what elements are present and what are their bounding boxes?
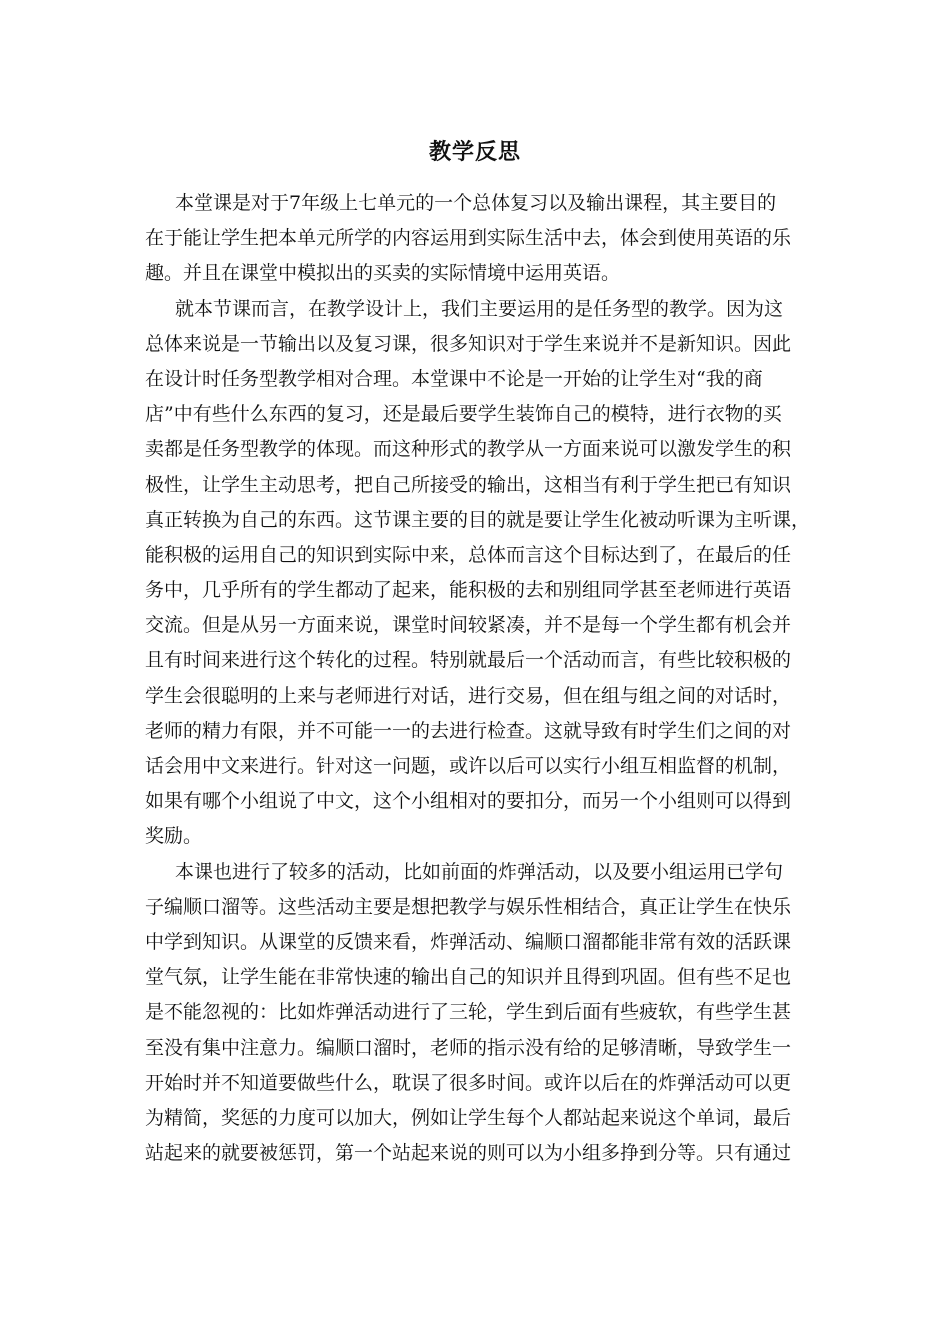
text-line: 卖都是任务型教学的体现。而这种形式的教学从一方面来说可以激发学生的积 [145, 438, 792, 461]
paragraph-1 [145, 186, 805, 292]
text-line: 趣。并且在课堂中模拟出的买卖的实际情境中运用英语。 [145, 262, 621, 285]
text-line: 奖励。 [145, 825, 203, 848]
text-line: 中学到知识。从课堂的反馈来看，炸弹活动、编顺口溜都能非常有效的活跃课 [145, 930, 792, 953]
text-line: 店”中有些什么东西的复习，还是最后要学生装饰自己的模特，进行衣物的买 [145, 403, 782, 426]
text-line: 话会用中文来进行。针对这一问题，或许以后可以实行小组互相监督的机制， [145, 755, 792, 777]
text-line: 真正转换为自己的东西。这节课主要的目的就是要让学生化被动听课为主听课， [145, 508, 811, 531]
text-line: 开始时并不知道要做些什么，耽误了很多时间。或许以后在的炸弹活动可以更 [145, 1071, 792, 1094]
text-line: 站起来的就要被惩罚，第一个站起来说的则可以为小组多挣到分等。只有通过 [145, 1142, 792, 1165]
text-line: 是不能忽视的：比如炸弹活动进行了三轮，学生到后面有些疲软，有些学生甚 [145, 1001, 792, 1024]
text-line: 子编顺口溜等。这些活动主要是想把教学与娱乐性相结合，真正让学生在快乐 [145, 895, 792, 918]
text-line: 总体来说是一节输出以及复习课，很多知识对于学生来说并不是新知识。因此 [145, 332, 792, 355]
text-line: 能积极的运用自己的知识到实际中来，总体而言这个目标达到了，在最后的任 [145, 543, 792, 566]
text-line: 本堂课是对于7年级上七单元的一个总体复习以及输出课程，其主要目的 [175, 192, 777, 214]
text-line: 务中，几乎所有的学生都动了起来，能积极的去和别组同学甚至老师进行英语 [145, 579, 792, 602]
document-body [145, 186, 811, 1171]
text-line: 在于能让学生把本单元所学的内容运用到实际生活中去，体会到使用英语的乐 [145, 227, 792, 250]
text-line: 如果有哪个小组说了中文，这个小组相对的要扣分，而另一个小组则可以得到 [145, 790, 792, 813]
text-line: 学生会很聪明的上来与老师进行对话，进行交易，但在组与组之间的对话时， [145, 684, 792, 707]
text-line: 至没有集中注意力。编顺口溜时，老师的指示没有给的足够清晰，导致学生一 [145, 1036, 792, 1059]
page-title: 教学反思 [428, 139, 521, 165]
paragraph-2 [145, 292, 811, 855]
text-line: 老师的精力有限，并不可能一一的去进行检查。这就导致有时学生们之间的对 [145, 719, 792, 742]
text-line: 堂气氛，让学生能在非常快速的输出自己的知识并且得到巩固。但有些不足也 [145, 966, 792, 989]
text-line: 在设计时任务型教学相对合理。本堂课中不论是一开始的让学生对“我的商 [145, 367, 763, 390]
paragraph-3 [145, 855, 805, 1172]
text-line: 极性，让学生主动思考，把自己所接受的输出，这相当有利于学生把已有知识 [145, 473, 792, 496]
text-line: 本课也进行了较多的活动，比如前面的炸弹活动，以及要小组运用已学句 [175, 860, 784, 883]
text-line: 为精简，奖惩的力度可以加大，例如让学生每个人都站起来说这个单词，最后 [145, 1106, 792, 1129]
text-line: 且有时间来进行这个转化的过程。特别就最后一个活动而言，有些比较积极的 [145, 649, 792, 672]
text-line: 就本节课而言，在教学设计上，我们主要运用的是任务型的教学。因为这 [175, 297, 784, 320]
text-line: 交流。但是从另一方面来说，课堂时间较紧凑，并不是每一个学生都有机会并 [145, 614, 792, 637]
